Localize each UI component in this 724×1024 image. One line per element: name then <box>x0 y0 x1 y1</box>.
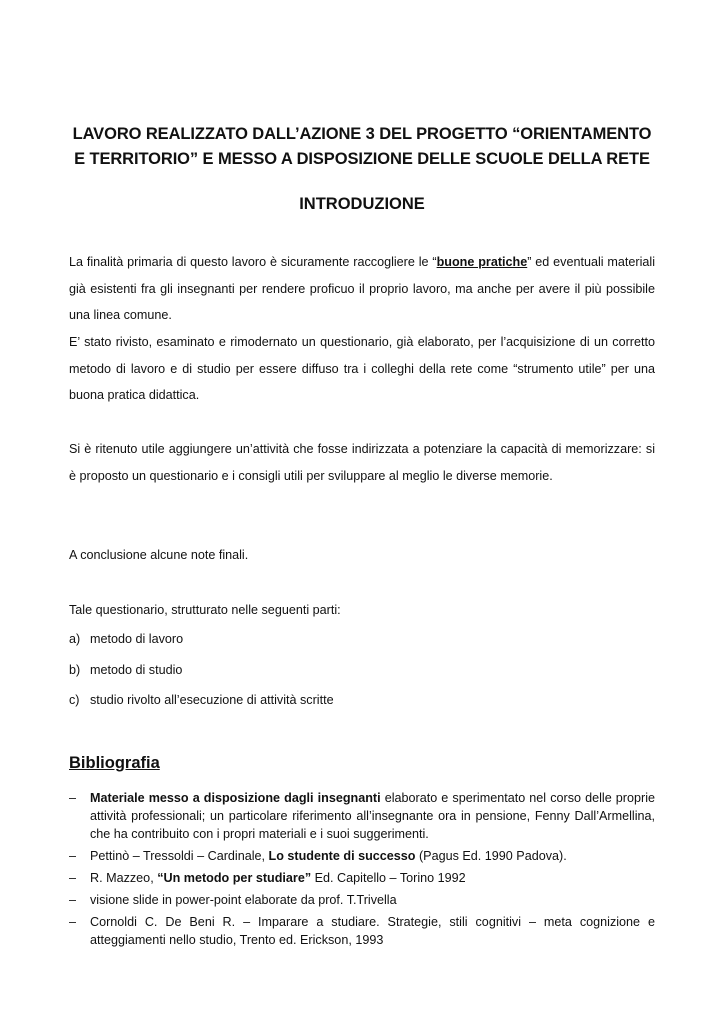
intro-paragraph-3: Si è ritenuto utile aggiungere un’attività che fosse indirizzata a potenziare la capacità di memorizzare: si è proposto un questionario e i consigli utili per sviluppare al meglio le diverse memorie. <box>69 442 655 483</box>
list-item <box>69 657 334 688</box>
intro-paragraph-4: A conclusione alcune note finali. <box>69 548 249 562</box>
bibliography-item <box>69 869 655 887</box>
bib-item1-bold: Materiale messo a disposizione dagli insegnanti <box>90 791 381 805</box>
intro-paragraph-2: E’ stato rivisto, esaminato e rimodernato un questionario, già elaborato, per l’acquisizione di un corretto metodo di lavoro e di studio per essere diffuso tra i colleghi della rete come “strumento utile” per una buona pratica didattica. <box>69 335 655 402</box>
document-title <box>40 122 684 172</box>
bibliography-item-text <box>90 869 655 887</box>
bibliography-item-text: visione slide in power-point elaborate da prof. T.Trivella <box>90 893 397 907</box>
bib-item2-c: (Pagus Ed. 1990 Padova). <box>415 849 567 863</box>
bib-item3-a: R. Mazzeo, <box>90 871 158 885</box>
bibliography-item <box>69 789 655 843</box>
dash-marker: – <box>69 893 77 907</box>
bib-item3-bold: “Un metodo per studiare” <box>157 871 312 885</box>
bibliography-item-text: Cornoldi C. De Beni R. – Imparare a studiare. Strategie, stili cognitivi – meta cognizione e atteggiamenti nello studio, Trento ed. Erickson, 1993 <box>90 915 655 947</box>
list-marker: b) <box>69 662 81 677</box>
bibliography-item <box>69 913 655 949</box>
bibliography-item <box>69 847 655 865</box>
intro-paragraph-1 <box>69 249 655 329</box>
bib-item2-bold: Lo studente di successo <box>268 849 416 863</box>
dash-marker: – <box>69 791 77 805</box>
questionnaire-parts-list <box>69 626 334 718</box>
intro-paragraph-5: Tale questionario, strutturato nelle seguenti parti: <box>69 603 341 617</box>
bib-item3-c: Ed. Capitello – Torino 1992 <box>311 871 466 885</box>
buone-pratiche-emphasis: buone pratiche <box>436 255 528 269</box>
list-item <box>69 626 334 657</box>
dash-marker: – <box>69 849 77 863</box>
bibliography-item <box>69 891 655 909</box>
list-item <box>69 687 334 718</box>
bibliography-item-text <box>90 789 655 843</box>
bibliography-list <box>69 789 655 953</box>
dash-marker: – <box>69 915 77 929</box>
list-item-text: metodo di studio <box>90 662 183 677</box>
intro-p1-text-c: ” ed eventuali materiali già esistenti fra gli insegnanti per rendere proficuo il proprio lavoro, ma anche per avere il più possibile una linea comune. <box>69 255 655 322</box>
intro-p1-text-a: La finalità primaria di questo lavoro è sicuramente raccogliere le “ <box>69 255 437 269</box>
list-item-text: metodo di lavoro <box>90 632 184 646</box>
bibliography-heading: Bibliografia <box>69 754 160 772</box>
list-marker: a) <box>69 632 81 646</box>
bib-item1-rest: elaborato e sperimentato nel corso delle proprie attività professionali; un particolare riferimento all’insegnante ora in pensione, Fenny Dall’Armellina, che ha contribuito con i propri materiali e i suoi suggerimenti. <box>90 791 655 841</box>
list-item-text: studio rivolto all’esecuzione di attività scritte <box>90 693 334 707</box>
bibliography-item-text <box>90 847 655 865</box>
dash-marker: – <box>69 871 77 885</box>
intro-heading: INTRODUZIONE <box>299 195 425 213</box>
title-line-1: LAVORO REALIZZATO DALL’AZIONE 3 DEL PROGETTO “ORIENTAMENTO <box>72 125 652 143</box>
bib-item2-a: Pettinò – Tressoldi – Cardinale, <box>90 849 269 863</box>
title-line-2: E TERRITORIO” E MESSO A DISPOSIZIONE DELLE SCUOLE DELLA RETE <box>74 150 650 168</box>
list-marker: c) <box>69 693 80 707</box>
